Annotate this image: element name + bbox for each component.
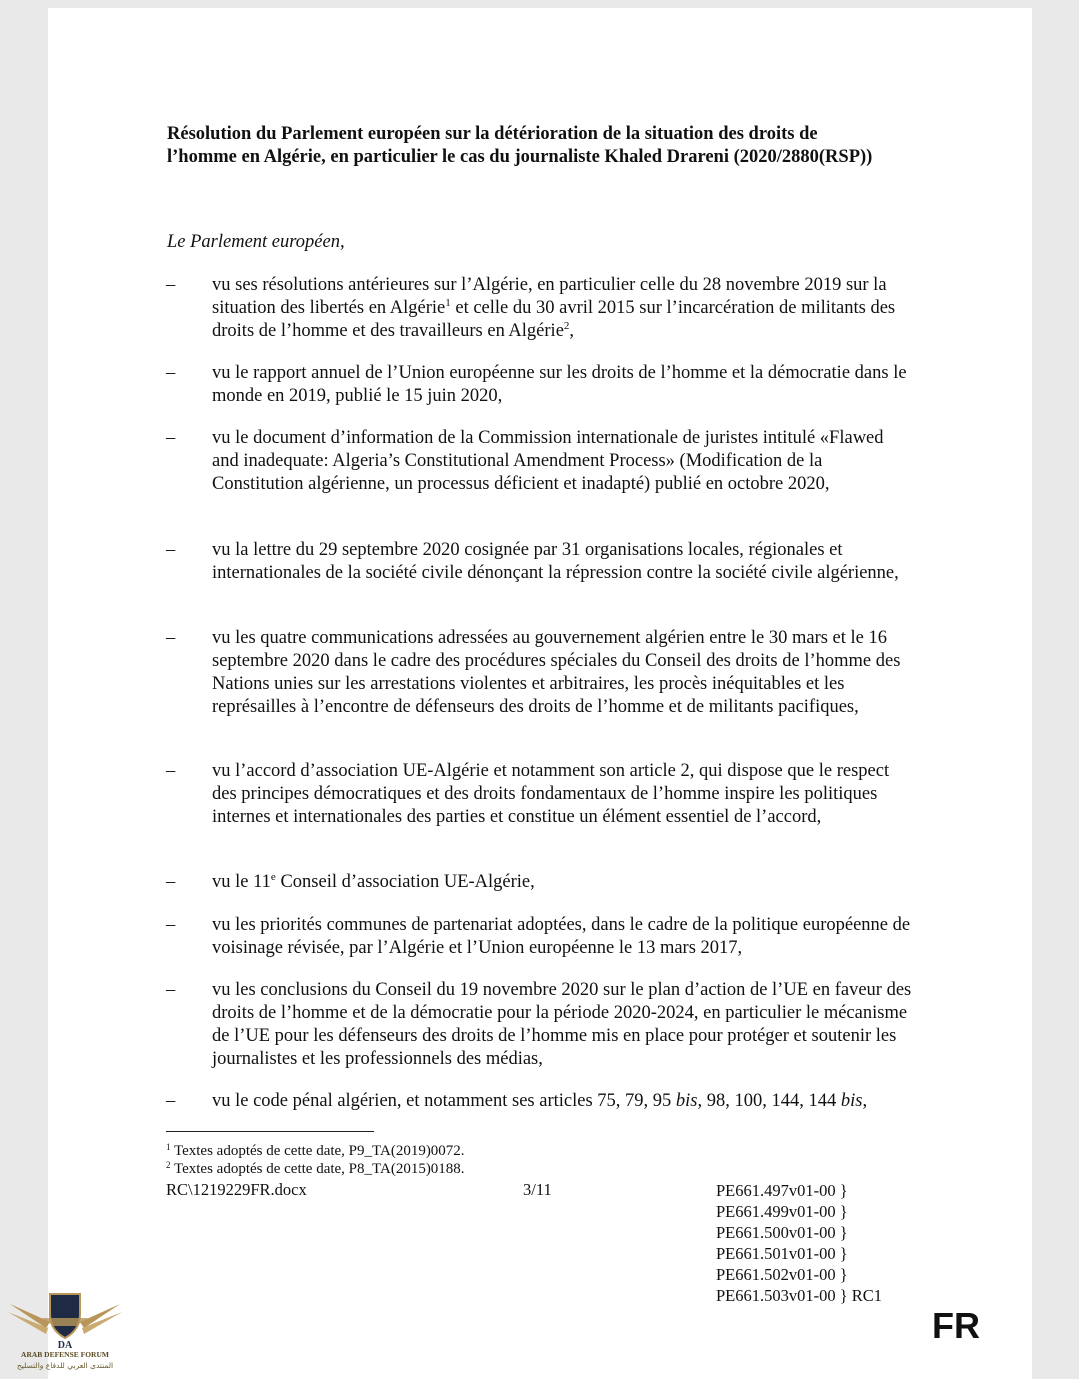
footer-reference: PE661.501v01-00 } xyxy=(716,1244,848,1263)
citation-text: vu l’accord d’association UE-Algérie et notamment son article 2, qui dispose que le respect des principes démocratiques et des droits fondamentaux de l’homme inspire les politiques internes et internationales des parties et constitue un élément essentiel de l’accord, xyxy=(212,761,890,827)
footnote-separator xyxy=(166,1131,374,1132)
watermark-arabic: المنتدى العربي للدفاع والتسليح xyxy=(16,1361,114,1370)
footnote-ref[interactable]: 1 xyxy=(445,297,451,309)
citation-text: vu ses résolutions antérieures sur l’Algérie, en particulier celle du 28 novembre 2019 sur la situation des libertés en Algérie$^1$ et celle du 30 avril 2015 sur l’incarcération de militants des droits de l’homme et des travailleurs en Algérie$^2$, xyxy=(212,275,896,341)
bullet-dash: – xyxy=(166,761,176,781)
bullet-dash: – xyxy=(166,428,176,448)
bullet-dash: – xyxy=(166,275,176,295)
intro-line: Le Parlement européen, xyxy=(167,232,345,252)
bullet-dash: – xyxy=(166,1091,176,1111)
footer-page-number: 3/11 xyxy=(523,1180,552,1199)
bullet-dash: – xyxy=(166,915,176,935)
footer-reference: PE661.499v01-00 } xyxy=(716,1202,848,1221)
citation-text: vu les priorités communes de partenariat adoptées, dans le cadre de la politique européenne de voisinage révisée, par l’Algérie et l’Union européenne le 13 mars 2017, xyxy=(212,915,911,958)
footer-filename: RC\1219229FR.docx xyxy=(166,1180,307,1199)
bullet-dash: – xyxy=(166,872,176,892)
bullet-dash: – xyxy=(166,980,176,1000)
footnote: $^1$ Textes adoptés de cette date, P9_TA(2019)0072. xyxy=(166,1142,465,1159)
bullet-dash: – xyxy=(166,363,176,383)
footer-reference: PE661.500v01-00 } xyxy=(716,1223,848,1242)
citation-text: vu le rapport annuel de l’Union européenne sur les droits de l’homme et la démocratie dans le monde en 2019, publié le 15 juin 2020, xyxy=(212,363,907,406)
footer-reference: PE661.503v01-00 } RC1 xyxy=(716,1286,883,1305)
bullet-dash: – xyxy=(166,540,176,560)
citation-text: vu les quatre communications adressées au gouvernement algérien entre le 30 mars et le 16 septembre 2020 dans le cadre des procédures spéciales du Conseil des droits de l’homme des Nations unies sur les arrestations violentes et arbitraires, les procès inéquitables et les représailles à l’encontre de défenseurs des droits de l’homme et de militants pacifiques, xyxy=(212,628,901,717)
resolution-title: Résolution du Parlement européen sur la détérioration de la situation des droits de l’homme en Algérie, en particulier le cas du journaliste Khaled Drareni (2020/2880(RSP)) xyxy=(167,124,873,167)
footnote: $^2$ Textes adoptés de cette date, P8_TA(2015)0188. xyxy=(166,1160,465,1177)
winged-shield-icon xyxy=(6,1288,124,1350)
citation-text: vu les conclusions du Conseil du 19 novembre 2020 sur le plan d’action de l’UE en faveur des droits de l’homme et de la démocratie pour la période 2020-2024, en particulier le mécanisme de l’UE pour les défenseurs des droits de l’homme mis en place pour protéger et soutenir les journalistes et les professionnels des médias, xyxy=(212,980,912,1069)
citation-text: vu le document d’information de la Commission internationale de juristes intitulé «Flawed and inadequate: Algeria’s Constitutional Amendment Process» (Modification de la Constitution algérienne, un processus déficient et inadapté) publié en octobre 2020, xyxy=(212,428,884,494)
watermark-name: ARAB DEFENSE FORUM xyxy=(21,1350,109,1359)
footer-references xyxy=(716,1180,882,1306)
footer-reference: PE661.497v01-00 } xyxy=(716,1181,848,1200)
language-code: FR xyxy=(932,1305,980,1346)
watermark-logo xyxy=(6,1288,124,1374)
footnote-ref[interactable]: 2 xyxy=(563,320,570,332)
svg-text:DA: DA xyxy=(57,1340,73,1350)
citation-text: vu le 11e Conseil d’association UE-Algérie, xyxy=(212,871,535,892)
citation-text: vu la lettre du 29 septembre 2020 cosignée par 31 organisations locales, régionales et internationales de la société civile dénonçant la répression contre la société civile algérienne, xyxy=(212,540,899,583)
bullet-dash: – xyxy=(166,628,176,648)
footer-reference: PE661.502v01-00 } xyxy=(716,1265,848,1284)
citation-text: vu le code pénal algérien, et notamment ses articles 75, 79, 95 bis, 98, 100, 144, 144 bis, xyxy=(212,1091,868,1111)
